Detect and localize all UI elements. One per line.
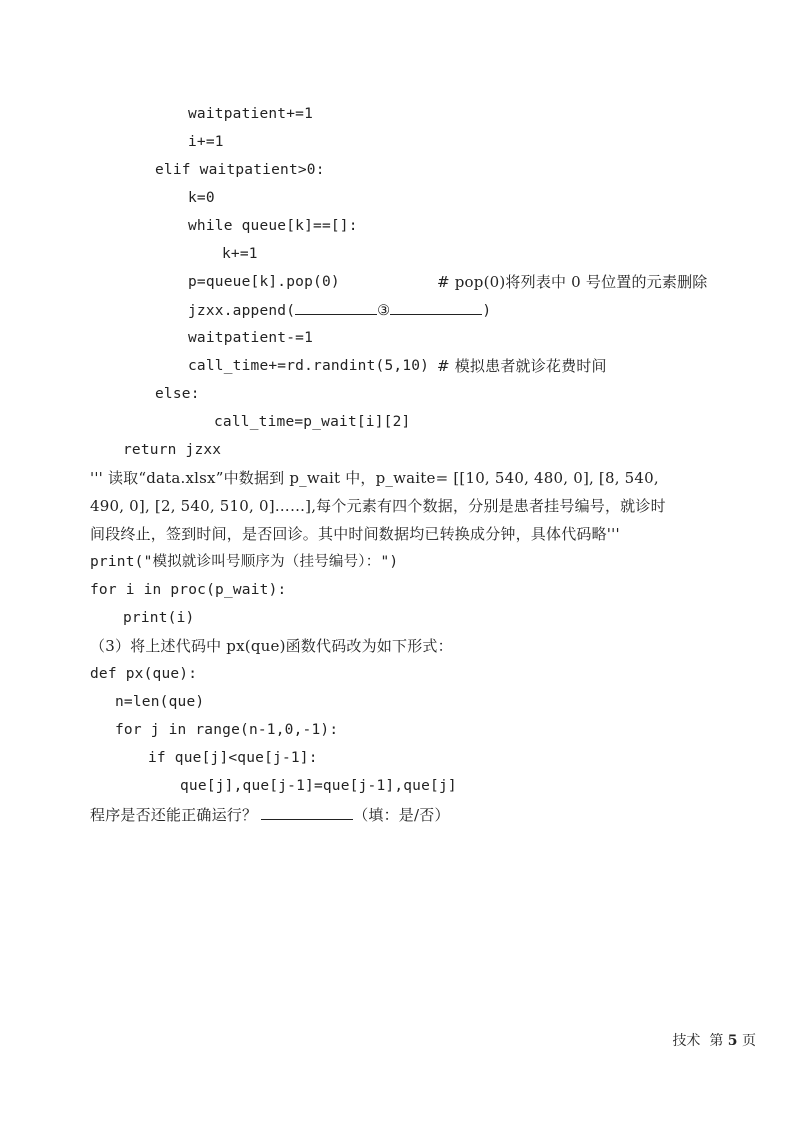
code-line-print-i: print(i) <box>123 610 195 626</box>
code-line-else: else: <box>155 386 200 402</box>
page-footer <box>672 1030 756 1050</box>
code-line-if-compare: if que[j]<que[j-1]: <box>148 750 318 766</box>
question-3-intro: （3）将上述代码中 px(que)函数代码改为如下形式： <box>90 637 453 655</box>
footer-page-prefix: 第 <box>709 1033 724 1049</box>
code-line-waitpatient-decrement: waitpatient-=1 <box>188 330 314 346</box>
code-comment-call-time: # 模拟患者就诊花费时间 <box>437 357 607 375</box>
code-line-append <box>188 300 491 321</box>
code-line-for-proc: for i in proc(p_wait): <box>90 582 287 598</box>
blank-marker-3: ③ <box>377 303 391 319</box>
code-line-while: while queue[k]==[]: <box>188 218 358 234</box>
docstring-line-3: 间段终止，签到时间，是否回诊。其中时间数据均已转换成分钟，具体代码略''' <box>90 525 620 543</box>
code-line-k-init: k=0 <box>188 190 215 206</box>
footer-page-number: 5 <box>727 1033 738 1049</box>
code-comment-pop: # pop(0)将列表中 0 号位置的元素删除 <box>437 273 708 291</box>
docstring-line-2: 490, 0], [2, 540, 510, 0]……],每个元素有四个数据，分别是患者挂号编号，就诊时 <box>90 497 666 515</box>
question-3-ask <box>90 805 450 825</box>
code-line-for-range: for j in range(n-1,0,-1): <box>115 722 339 738</box>
code-line-elif: elif waitpatient>0: <box>155 162 325 178</box>
code-line-swap: que[j],que[j-1]=que[j-1],que[j] <box>180 778 457 794</box>
question-3-hint: （填：是/否） <box>353 806 450 824</box>
footer-subject: 技术 <box>672 1033 701 1049</box>
code-line-def-px: def px(que): <box>90 666 198 682</box>
code-line-k-increment: k+=1 <box>222 246 258 262</box>
code-line-call-time-assign: call_time=p_wait[i][2] <box>214 414 411 430</box>
answer-blank-question-3 <box>261 805 353 820</box>
code-line-n-len: n=len(que) <box>115 694 205 710</box>
code-line-return: return jzxx <box>123 442 222 458</box>
append-call-end: ) <box>482 303 492 319</box>
code-line-waitpatient-increment: waitpatient+=1 <box>188 106 314 122</box>
answer-blank-3-left <box>295 300 377 315</box>
code-line-i-increment: i+=1 <box>188 134 224 150</box>
code-line-call-time-increment: call_time+=rd.randint(5,10) <box>188 358 430 374</box>
code-line-pop: p=queue[k].pop(0) <box>188 274 340 290</box>
docstring-line-1: ''' 读取“data.xlsx”中数据到 p_wait 中，p_waite= [[10, 540, 480, 0], [8, 540, <box>90 469 659 487</box>
code-line-print-title: print("模拟就诊叫号顺序为（挂号编号）：") <box>90 554 399 570</box>
question-3-ask-text: 程序是否还能正确运行？ <box>90 806 258 824</box>
append-call-start: jzxx.append( <box>188 303 296 319</box>
footer-page-suffix: 页 <box>742 1033 756 1049</box>
answer-blank-3-right <box>390 300 482 315</box>
